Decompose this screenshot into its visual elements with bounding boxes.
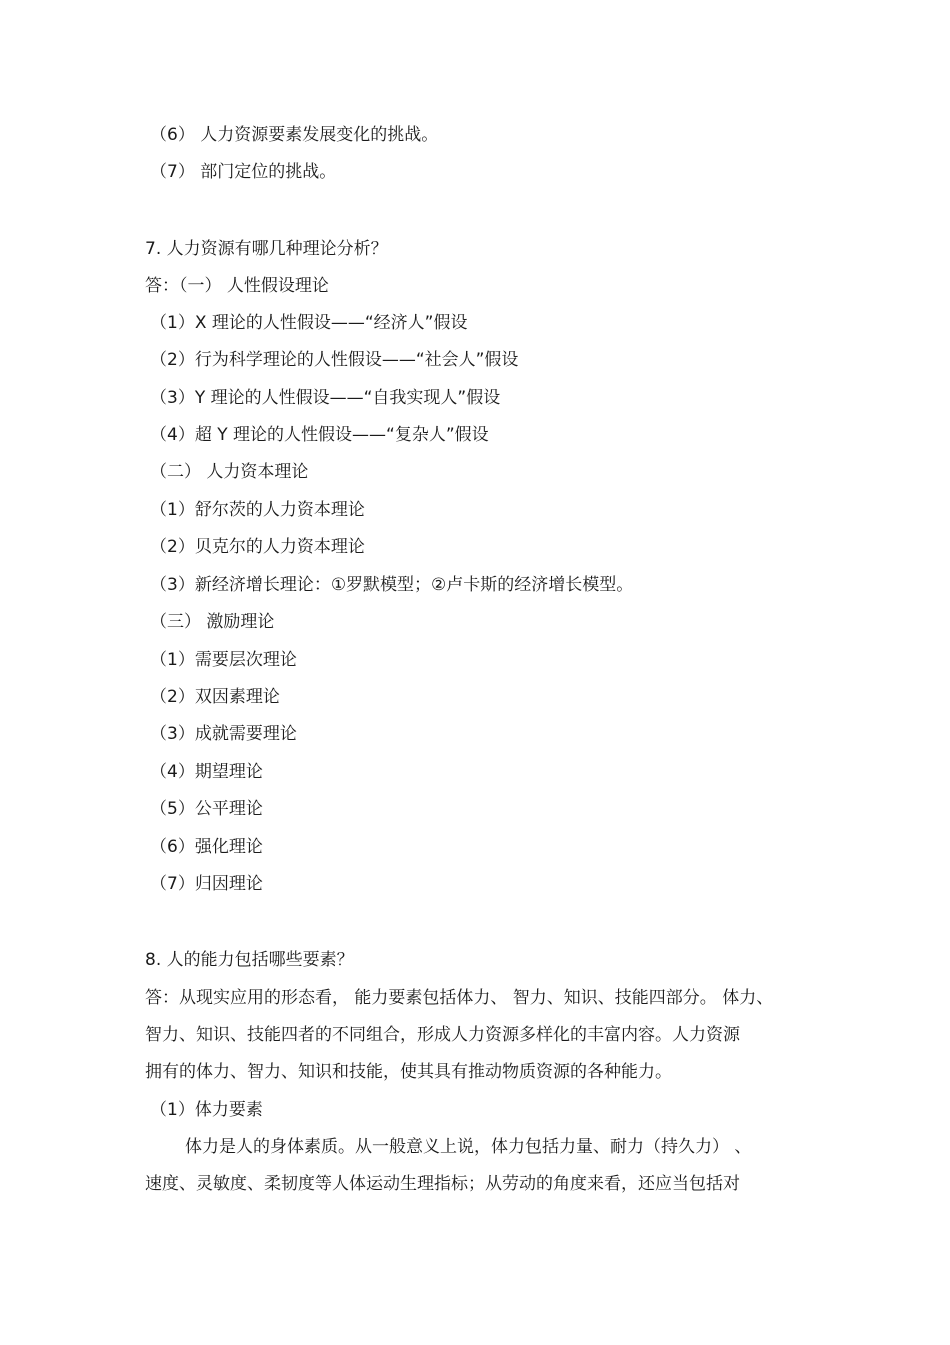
list-item: （6） 人力资源要素发展变化的挑战。 xyxy=(150,125,439,145)
question-heading: 8. 人的能力包括哪些要素？ xyxy=(145,950,354,970)
list-item: （3）新经济增长理论：①罗默模型；②卢卡斯的经济增长模型。 xyxy=(150,575,634,595)
list-item: （2）贝克尔的人力资本理论 xyxy=(150,537,365,557)
list-item: （7）归因理论 xyxy=(150,874,263,894)
list-item: （1）舒尔茨的人力资本理论 xyxy=(150,500,365,520)
list-item: （7） 部门定位的挑战。 xyxy=(150,162,337,182)
question-heading: 7. 人力资源有哪几种理论分析？ xyxy=(145,239,388,259)
list-item: （3）Y 理论的人性假设——“自我实现人”假设 xyxy=(150,388,501,408)
paragraph-line: 速度、灵敏度、柔韧度等人体运动生理指标；从劳动的角度来看，还应当包括对 xyxy=(145,1174,740,1194)
list-item: （4）期望理论 xyxy=(150,762,263,782)
section-heading: （二） 人力资本理论 xyxy=(150,462,309,482)
list-item: （6）强化理论 xyxy=(150,837,263,857)
list-item: （2）行为科学理论的人性假设——“社会人”假设 xyxy=(150,350,519,370)
answer-line: 答：（一） 人性假设理论 xyxy=(145,276,329,296)
paragraph-line: 体力是人的身体素质。从一般意义上说，体力包括力量、耐力（持久力） 、 xyxy=(185,1137,752,1157)
section-heading: （三） 激励理论 xyxy=(150,612,275,632)
list-item: （1）X 理论的人性假设——“经济人”假设 xyxy=(150,313,468,333)
paragraph-line: 智力、知识、技能四者的不同组合，形成人力资源多样化的丰富内容。人力资源 xyxy=(145,1025,740,1045)
paragraph-line: 拥有的体力、智力、知识和技能，使其具有推动物质资源的各种能力。 xyxy=(145,1062,672,1082)
list-item: （2）双因素理论 xyxy=(150,687,280,707)
list-item: （3）成就需要理论 xyxy=(150,724,297,744)
list-item: （1）需要层次理论 xyxy=(150,650,297,670)
list-item: （4）超 Y 理论的人性假设——“复杂人”假设 xyxy=(150,425,489,445)
list-item: （5）公平理论 xyxy=(150,799,263,819)
section-heading: （1）体力要素 xyxy=(150,1100,263,1120)
paragraph-line: 答：从现实应用的形态看， 能力要素包括体力、 智力、知识、技能四部分。 体力、 xyxy=(145,988,774,1008)
